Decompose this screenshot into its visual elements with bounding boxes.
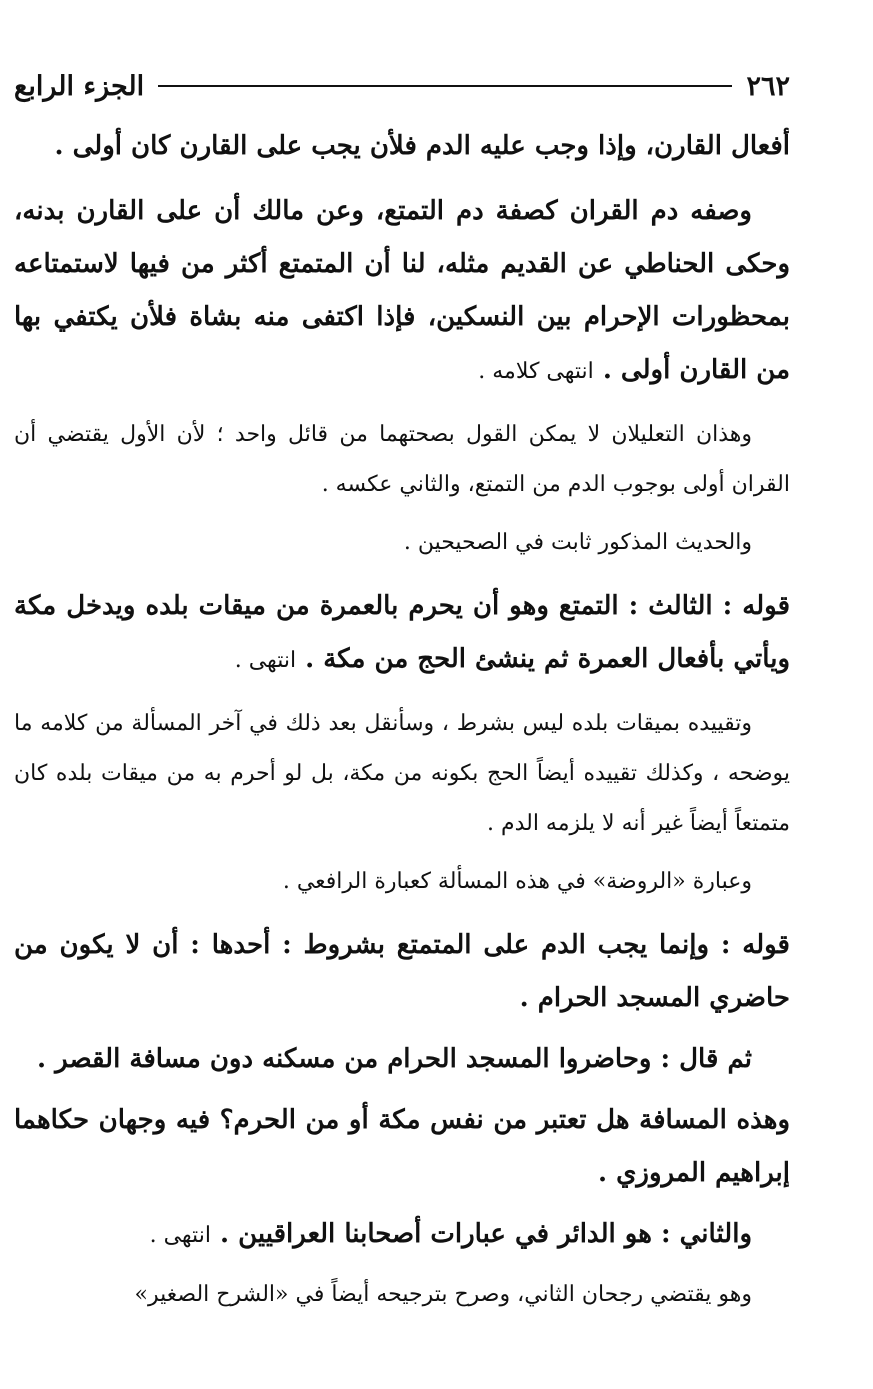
- paragraph: والثاني : هو الدائر في عبارات أصحابنا العراقيين . انتهى .: [149, 1219, 752, 1249]
- paragraph: وتقييده بميقات بلده ليس بشرط ، وسأنقل بعد ذلك في آخر المسألة من كلامه ما يوضحه ، وكذلك تقييده أيضاً الحج بكونه من مكة، بل لو أحرم به من ميقات بلده كان متمتعاً أيضاً غير أنه لا يلزمه الدم .: [14, 711, 790, 836]
- paragraph: أفعال القارن، وإذا وجب عليه الدم فلأن يجب على القارن كان أولى .: [54, 131, 790, 161]
- paragraph: والحديث المذكور ثابت في الصحيحين .: [403, 530, 752, 555]
- paragraph: وهذه المسافة هل تعتبر من نفس مكة أو من الحرم؟ فيه وجهان حكاهما إبراهيم المروزي .: [14, 1105, 790, 1188]
- paragraph: وصفه دم القران كصفة دم التمتع، وعن مالك أن على القارن بدنه، وحكى الحناطي عن القديم مثله، لنا أن المتمتع أكثر من فيها لاستمتاعه بمحظورات الإحرام بين النسكين، فإذا اكتفى منه بشاة فلأن يكتفي بها من القارن أولى . انتهى كلامه .: [14, 196, 790, 385]
- page-header: [14, 66, 790, 106]
- paragraph: قوله : وإنما يجب الدم على المتمتع بشروط : أحدها : أن لا يكون من حاضري المسجد الحرام .: [14, 930, 790, 1013]
- running-title: الجزء الرابع: [14, 70, 145, 102]
- paragraph-tail: انتهى .: [234, 648, 297, 673]
- paragraph: ثم قال : وحاضروا المسجد الحرام من مسكنه دون مسافة القصر .: [37, 1044, 752, 1074]
- paragraph: وهذان التعليلان لا يمكن القول بصحتهما من قائل واحد ؛ لأن الأول يقتضي أن القران أولى بوجوب الدم من التمتع، والثاني عكسه .: [14, 422, 790, 497]
- page-body: [14, 120, 790, 1320]
- paragraph: وهو يقتضي رجحان الثاني، وصرح بترجيحه أيضاً في «الشرح الصغير»: [134, 1282, 752, 1307]
- paragraph-tail: انتهى .: [149, 1223, 211, 1248]
- paragraph: قوله : الثالث : التمتع وهو أن يحرم بالعمرة من ميقات بلده ويدخل مكة ويأتي بأفعال العمرة ثم ينشئ الحج من مكة . انتهى .: [14, 591, 791, 674]
- paragraph: وعبارة «الروضة» في هذه المسألة كعبارة الرافعي .: [282, 869, 752, 894]
- paragraph-tail: انتهى كلامه .: [478, 359, 594, 384]
- header-rule: [158, 85, 732, 87]
- page-number: ٢٦٢: [746, 70, 790, 102]
